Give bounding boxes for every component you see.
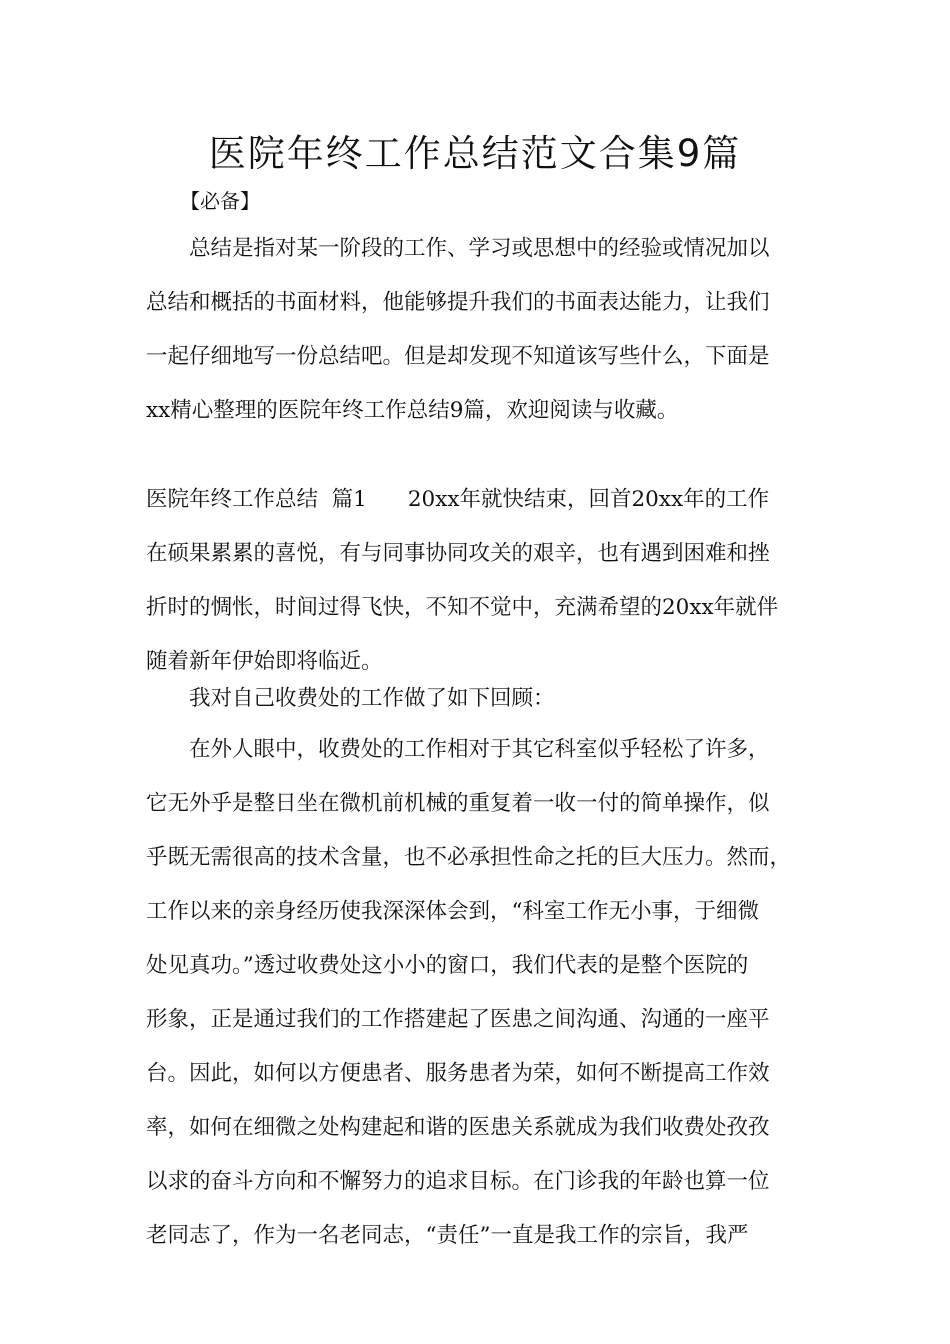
body-paragraph <box>146 723 822 1263</box>
intro-paragraph <box>146 222 822 438</box>
body-line: 台。因此，如何以方便患者、服务患者为荣，如何不断提高工作效 <box>146 1061 770 1086</box>
body-line: 老同志了，作为一名老同志，“责任”一直是我工作的宗旨，我严 <box>146 1223 749 1248</box>
section1-line: 在硕果累累的喜悦，有与同事协同攻关的艰辛，也有遇到困难和挫 <box>146 541 770 566</box>
intro-line: xx精心整理的医院年终工作总结9篇，欢迎阅读与收藏。 <box>146 398 679 423</box>
section1-line: 医院年终工作总结 篇1 20xx年就快结束，回首20xx年的工作 <box>146 487 770 512</box>
intro-line: 总结是指对某一阶段的工作、学习或思想中的经验或情况加以 <box>189 236 770 261</box>
document-tag: 【必备】 <box>180 189 260 213</box>
body-line: 以求的奋斗方向和不懈努力的追求目标。在门诊我的年龄也算一位 <box>146 1169 770 1194</box>
body-line: 在外人眼中，收费处的工作相对于其它科室似乎轻松了许多， <box>189 737 770 762</box>
body-line: 形象，正是通过我们的工作搭建起了医患之间沟通、沟通的一座平 <box>146 1007 770 1032</box>
body-line: 它无外乎是整日坐在微机前机械的重复着一收一付的简单操作，似 <box>146 791 770 816</box>
review-heading-paragraph <box>146 672 822 726</box>
review-heading: 我对自己收费处的工作做了如下回顾： <box>189 686 555 711</box>
body-line: 处见真功。”透过收费处这小小的窗口，我们代表的是整个医院的 <box>146 953 749 978</box>
document-title: 医院年终工作总结范文合集9篇 <box>208 132 742 175</box>
intro-line: 一起仔细地写一份总结吧。但是却发现不知道该写些什么，下面是 <box>146 344 770 369</box>
intro-line: 总结和概括的书面材料，他能够提升我们的书面表达能力，让我们 <box>146 290 770 315</box>
body-line: 率，如何在细微之处构建起和谐的医患关系就成为我们收费处孜孜 <box>146 1115 770 1140</box>
body-line: 乎既无需很高的技术含量，也不必承担性命之托的巨大压力。然而， <box>146 845 792 870</box>
section1-line: 折时的惆怅，时间过得飞快，不知不觉中，充满希望的20xx年就伴 <box>146 595 779 620</box>
body-line: 工作以来的亲身经历使我深深体会到，“科室工作无小事，于细微 <box>146 899 759 924</box>
section1-paragraph <box>146 473 822 689</box>
section1-line: 随着新年伊始即将临近。 <box>146 649 383 674</box>
